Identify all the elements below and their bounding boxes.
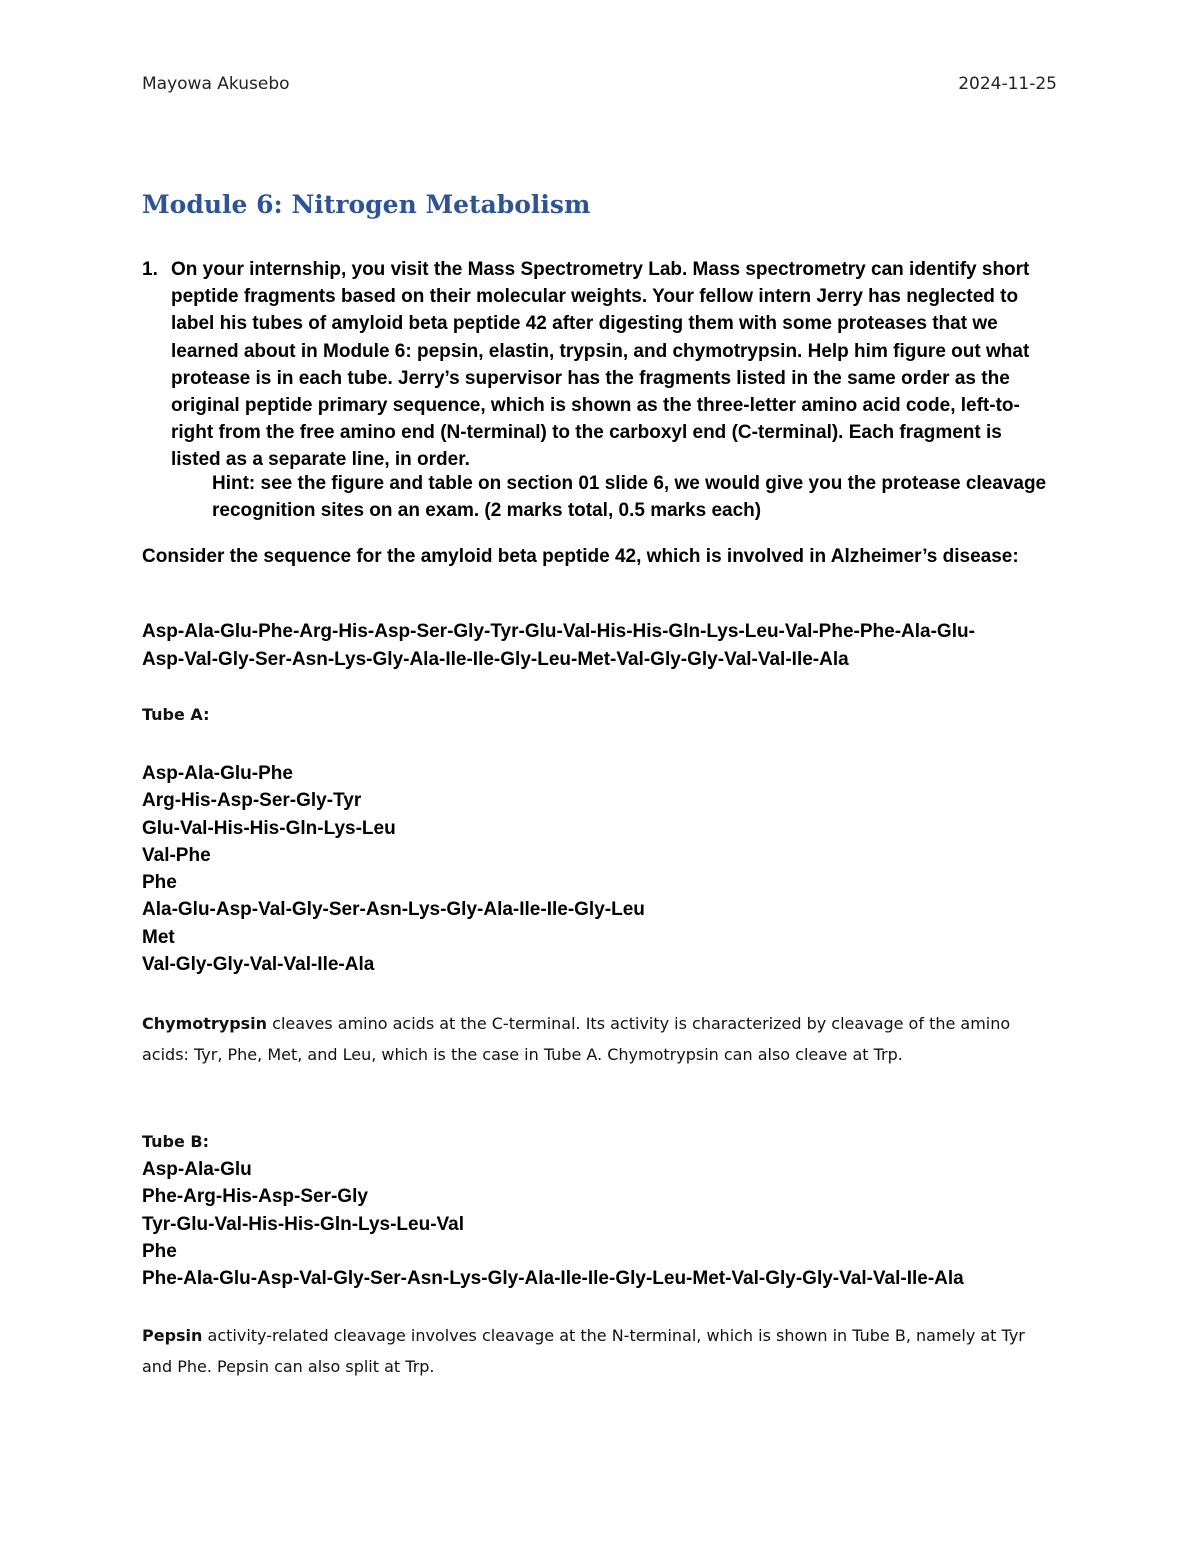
fragment-line: Phe	[142, 872, 177, 894]
peptide-sequence	[142, 618, 1072, 674]
question-hint: Hint: see the figure and table on section 01 slide 6, we would give you the protease cleavage recognition sites on an exam. (2 marks total, 0.5 marks each)	[212, 473, 1047, 522]
fragment-line: Phe-Ala-Glu-Asp-Val-Gly-Ser-Asn-Lys-Gly-Ala-Ile-Ile-Gly-Leu-Met-Val-Gly-Gly-Val-Val-Ile-Ala	[142, 1268, 964, 1290]
sequence-line-1: Asp-Ala-Glu-Phe-Arg-His-Asp-Ser-Gly-Tyr-Glu-Val-His-His-Gln-Lys-Leu-Val-Phe-Phe-Ala-Glu-	[142, 621, 975, 642]
sequence-line-2: Asp-Val-Gly-Ser-Asn-Lys-Gly-Ala-Ile-Ile-Gly-Leu-Met-Val-Gly-Gly-Val-Val-Ile-Ala	[142, 649, 849, 670]
header-date: 2024-11-25	[958, 74, 1057, 94]
question-text: On your internship, you visit the Mass Spectrometry Lab. Mass spectrometry can identify short peptide fragments based on their molecular weights. Your fellow intern Jerry has neglected to label his tubes of amyloid beta peptide 42 after digesting them with some proteases that we learned about in Module 6: pepsin, elastin, trypsin, and chymotrypsin. Help him figure out what protease is in each tube. Jerry’s supervisor has the fragments listed in the same order as the original peptide primary sequence, which is shown as the three-letter amino acid code, left-to-right from the free amino end (N-terminal) to the carboxyl end (C-terminal). Each fragment is listed as a separate line, in order.	[171, 259, 1030, 471]
tube-a-enzyme: Chymotrypsin	[142, 1014, 268, 1033]
tube-a-explanation	[142, 1008, 1057, 1070]
header-author: Mayowa Akusebo	[142, 74, 290, 94]
tube-a-label: Tube A:	[142, 705, 210, 724]
fragment-line: Met	[142, 926, 175, 948]
fragment-line: Ala-Glu-Asp-Val-Gly-Ser-Asn-Lys-Gly-Ala-Ile-Ile-Gly-Leu	[142, 899, 645, 921]
fragment-line: Phe	[142, 1240, 177, 1262]
fragment-line: Arg-His-Asp-Ser-Gly-Tyr	[142, 790, 362, 812]
question-number: 1.	[142, 259, 158, 280]
fragment-line: Asp-Ala-Glu	[142, 1159, 252, 1180]
fragment-line: Glu-Val-His-His-Gln-Lys-Leu	[142, 817, 396, 839]
tube-b-explanation	[142, 1320, 1057, 1382]
tube-b-enzyme: Pepsin	[142, 1326, 203, 1345]
fragment-line: Asp-Ala-Glu-Phe	[142, 763, 293, 784]
tube-a-explanation-text: cleaves amino acids at the C-terminal. Its activity is characterized by cleavage of the amino acids: Tyr, Phe, Met, and Leu, which is the case in Tube A. Chymotrypsin can also cleave at Trp.	[142, 1014, 1011, 1064]
fragment-line: Val-Phe	[142, 844, 211, 866]
fragment-line: Val-Gly-Gly-Val-Val-Ile-Ala	[142, 954, 375, 976]
page-title: Module 6: Nitrogen Metabolism	[142, 190, 591, 219]
tube-a-fragment-list	[142, 760, 645, 978]
fragment-line: Tyr-Glu-Val-His-His-Gln-Lys-Leu-Val	[142, 1213, 464, 1235]
tube-b-explanation-text: activity-related cleavage involves cleavage at the N-terminal, which is shown in Tube B, namely at Tyr and Phe. Pepsin can also split at Trp.	[142, 1326, 1025, 1376]
sequence-intro: Consider the sequence for the amyloid beta peptide 42, which is involved in Alzheimer’s disease:	[142, 546, 1019, 567]
tube-b-fragment-list	[142, 1156, 964, 1292]
fragment-line: Phe-Arg-His-Asp-Ser-Gly	[142, 1186, 368, 1208]
tube-b-label: Tube B:	[142, 1132, 210, 1151]
